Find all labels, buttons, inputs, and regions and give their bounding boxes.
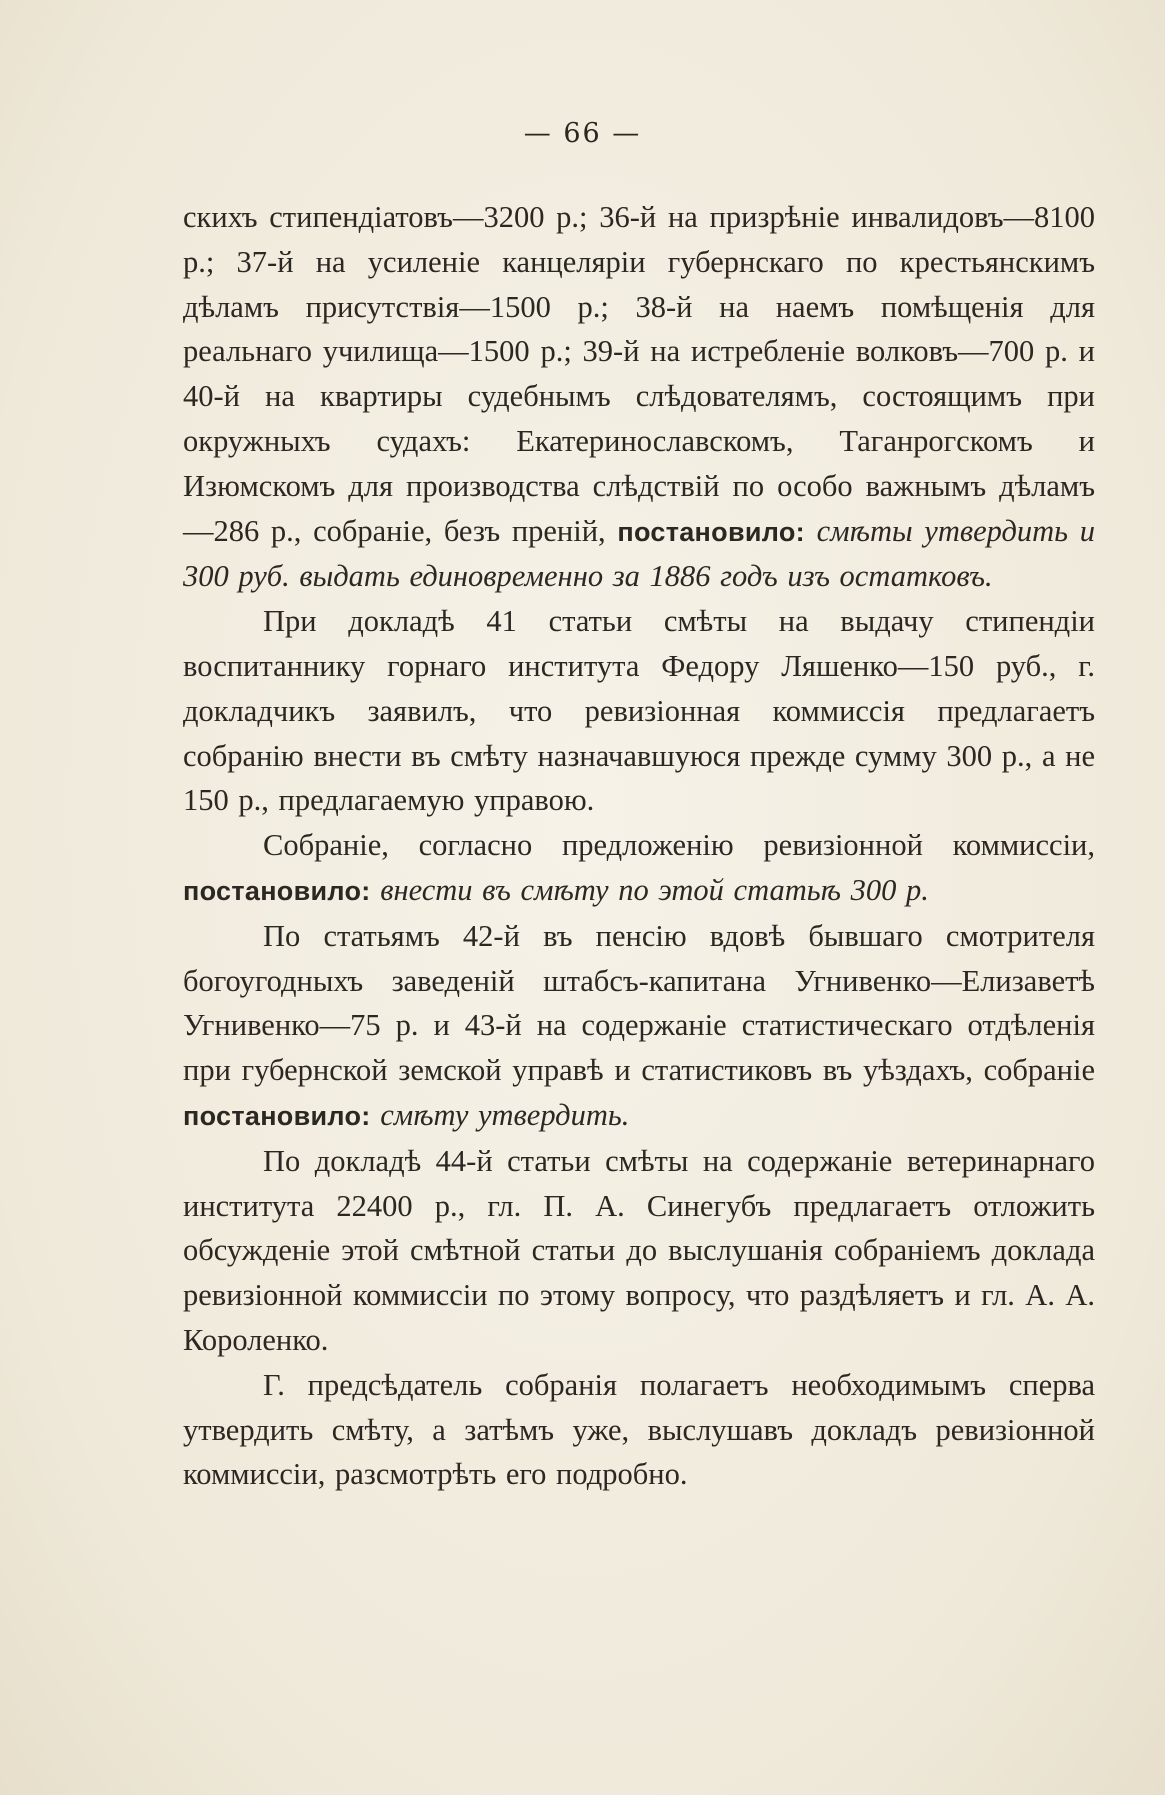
resolution-keyword: постановило: (183, 1100, 371, 1131)
paragraph (183, 195, 1095, 599)
paragraph (183, 1139, 1095, 1363)
resolution-text: внести въ смѣту по этой статьѣ 300 р. (370, 872, 929, 907)
resolution-keyword: постановило: (617, 516, 805, 547)
paragraph (183, 823, 1095, 914)
text-segment: При докладѣ 41 статьи смѣты на выдачу стипендiи воспитаннику горнаго института Федору Ляшенко—150 руб., г. докладчикъ заявилъ, что ревизiонная коммиссiя предлагаетъ собранiю внести въ смѣту назначавшуюся прежде сумму 300 р., а не 150 р., предлагаемую управою. (183, 604, 1095, 818)
page-number: — 66 — (523, 118, 642, 149)
resolution-keyword: постановило: (183, 875, 371, 906)
text-segment: По докладѣ 44-й статьи смѣты на содержанiе ветеринарнаго института 22400 р., гл. П. А. Синегубъ предлагаетъ отложить обсужденiе этой смѣтной статьи до выслушанiя собранiемъ доклада ревизiонной коммиссiи по этому вопросу, что раздѣляетъ и гл. А. А. Короленко. (183, 1143, 1095, 1357)
body-text (183, 195, 1095, 1497)
text-segment: скихъ стипендiатовъ—3200 р.; 36-й на призрѣнiе инвалидовъ—8100 р.; 37-й на усиленiе канцелярiи губернскаго по крестьянскимъ дѣламъ присутствiя—1500 р.; 38-й на наемъ помѣщенiя для реальнаго училища—1500 р.; 39-й на истребленiе волковъ—700 р. и 40-й на квартиры судебнымъ слѣдователямъ, состоящимъ при окружныхъ судахъ: Екатеринославскомъ, Таганрогскомъ и Изюмскомъ для производства слѣдствiй по особо важнымъ дѣламъ—286 р., собранiе, безъ пренiй, (183, 200, 1095, 548)
paragraph (183, 599, 1095, 823)
paragraph (183, 1363, 1095, 1497)
resolution-text: смѣту утвердить. (370, 1097, 630, 1132)
paragraph (183, 914, 1095, 1139)
resolution-text: смѣты утвердить и 300 руб. выдать единовременно за 1886 годъ изъ остатковъ. (183, 513, 1095, 594)
text-segment: По статьямъ 42-й въ пенсiю вдовѣ бывшаго смотрителя богоугодныхъ заведенiй штабсъ-капитана Угнивенко—Елизаветѣ Угнивенко—75 р. и 43-й на содержанiе статистическаго отдѣленiя при губернской земской управѣ и статистиковъ въ уѣздахъ, собранiе (183, 918, 1095, 1088)
text-segment: Г. предсѣдатель собранiя полагаетъ необходимымъ сперва утвердить смѣту, а затѣмъ уже, выслушавъ докладъ ревизiонной коммиссiи, разсмотрѣть его подробно. (183, 1367, 1095, 1492)
text-segment: Собранiе, согласно предложенiю ревизiонной коммиссiи, (263, 828, 1095, 863)
